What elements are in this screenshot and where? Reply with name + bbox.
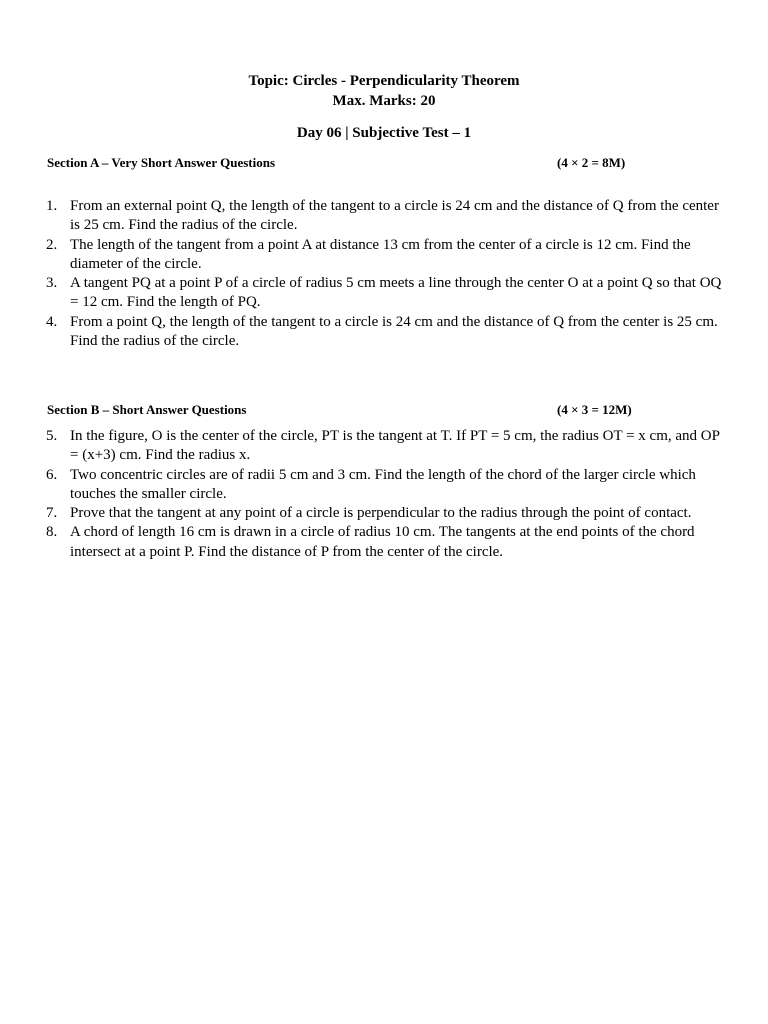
topic-heading: Topic: Circles - Perpendicularity Theorem [248,73,520,89]
question-text: A chord of length 16 cm is drawn in a circle of radius 10 cm. The tangents at the end points of the chord intersect at a point P. Find the distance of P from the center of the circle. [70,524,695,560]
section-a-title: Section A – Very Short Answer Questions [47,155,276,170]
question-item [0,197,768,236]
question-item [0,523,768,562]
question-item [0,313,768,352]
question-item [0,466,768,505]
section-b-question-list [0,427,768,562]
question-number: 2. [46,236,58,253]
question-number: 3. [46,275,58,292]
section-a-question-list [0,197,768,351]
question-number: 6. [46,466,58,483]
question-item [0,236,768,275]
question-text: Prove that the tangent at any point of a circle is perpendicular to the radius through the point of contact. [70,505,692,522]
question-item [0,504,768,523]
question-number: 7. [46,505,58,522]
section-a-marks: (4 × 2 = 8M) [557,155,626,170]
section-b-title: Section B – Short Answer Questions [47,402,247,417]
question-number: 1. [46,198,58,214]
section-b-marks: (4 × 3 = 12M) [557,402,632,417]
question-text: The length of the tangent from a point A at distance 13 cm from the center of a circle is 12 cm. Find the diameter of the circle. [70,236,691,272]
question-item [0,427,768,466]
question-number: 8. [46,524,58,541]
question-text: In the figure, O is the center of the circle, PT is the tangent at T. If PT = 5 cm, the radius OT = x cm, and OP = (x+3) cm. Find the radius x. [70,428,720,464]
question-text: Two concentric circles are of radii 5 cm and 3 cm. Find the length of the chord of the larger circle which touches the smaller circle. [70,466,696,502]
question-number: 4. [46,313,58,330]
question-text: From an external point Q, the length of the tangent to a circle is 24 cm and the distance of Q from the center is 25 cm. Find the radius of the circle. [70,198,719,234]
question-text: From a point Q, the length of the tangent to a circle is 24 cm and the distance of Q from the center is 25 cm. Find the radius of the circle. [70,313,718,350]
question-item [0,274,768,313]
question-number: 5. [46,428,58,444]
question-text: A tangent PQ at a point P of a circle of radius 5 cm meets a line through the center O at a point Q so that OQ = 12 cm. Find the length of PQ. [70,275,722,311]
test-title: Day 06 | Subjective Test – 1 [296,125,472,141]
max-marks-heading: Max. Marks: 20 [332,93,436,109]
